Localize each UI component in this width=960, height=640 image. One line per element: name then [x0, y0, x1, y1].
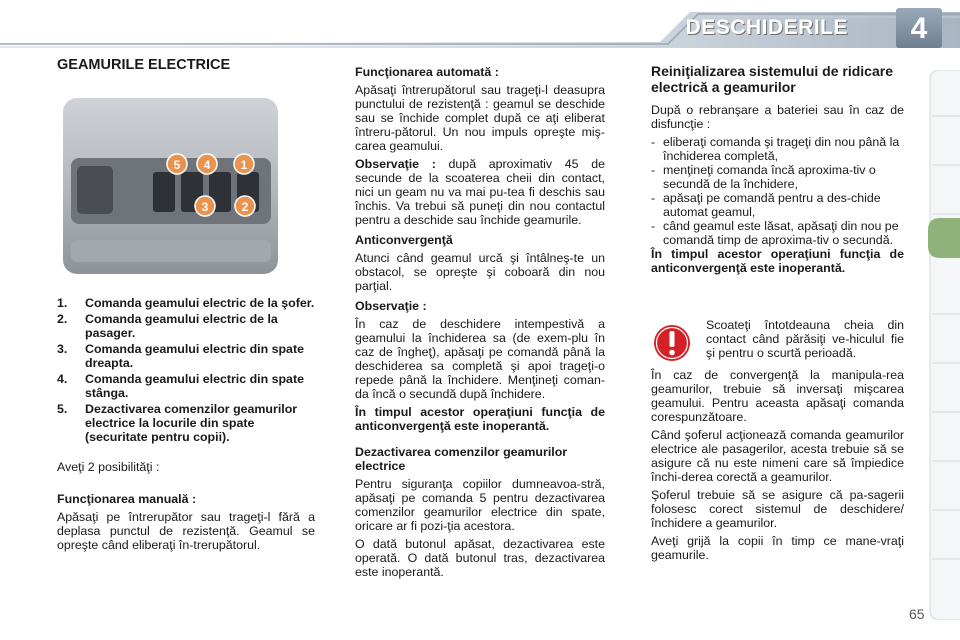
observation-1: Observaţie : după aproximativ 45 de secunde de la scoaterea cheii din contact, nici un geam nu va mai pu-tea fi deschis sau închis. Va trebui să puneţi din nou contactul pentru a deschide sau închide geamurile.	[355, 157, 606, 227]
photo-label: 1	[240, 158, 248, 172]
photo-label: 2	[241, 200, 249, 214]
list-item: 1. Comanda geamului electric de la şofer.	[57, 296, 315, 310]
list-item: - menţineţi comanda încă aproxima-tiv o secundă de la închidere,	[651, 163, 876, 191]
list-item: 2. Comanda geamului electric de la pasager.	[57, 312, 278, 340]
chapter-number: 4	[910, 12, 928, 45]
reset-warning: În timpul acestor operaţiuni funcţia de anticonvergenţă este inoperantă.	[651, 247, 904, 275]
column-right	[651, 63, 904, 566]
observation-2-title: Observaţie :	[355, 299, 427, 313]
warning-box	[651, 318, 904, 368]
list-item: 5. Dezactivarea comenzilor geamurilor electrice la locurile din spate (securitate pentru copii).	[57, 402, 298, 444]
column-middle	[355, 65, 605, 583]
children-care-text: Aveţi grijă la copii în timp ce mane-vraţi geamurile.	[651, 534, 904, 562]
deactivation-text-2: O dată butonul apăsat, dezactivarea este operată. O dată butonul tras, dezactivarea este inoperantă.	[355, 537, 605, 579]
manual-operation-text: Apăsaţi pe întrerupător sau trageţi-l fără a deplasa punctul de rezistenţă. Geamul se opreşte când eliberaţi în-trerupătorul.	[57, 510, 315, 552]
observation-2-text: În caz de deschidere intempestivă a geamului la închiderea sa (de exem-plu în caz de îngheţ), apăsaţi pe comandă până la deschiderea sa completă şi apoi trageţi-o repede până la închidere. Menţineţi coman-da încă o secundă după închidere.	[355, 317, 605, 401]
photo-label: 4	[203, 158, 211, 172]
column-left	[57, 58, 315, 556]
deactivation-text-1: Pentru siguranţa copiilor dumneavoa-stră, apăsaţi pe comanda 5 pentru dezactivarea comenzilor geamurilor electrice din spate, oricare ar fi pozi-ţia acestora.	[355, 477, 605, 533]
auto-operation-text: Apăsaţi întrerupătorul sau trageţi-l deasupra punctului de rezistenţă : geamul se deschide sau se închide complet după ce aţi eliberat întreru-pătorul. Un nou impuls opreşte miş-carea geamului.	[355, 83, 605, 153]
photo-label: 3	[201, 200, 209, 214]
list-item: - când geamul este lăsat, apăsaţi din nou pe comandă timp de aproxima-tiv o secundă.	[651, 219, 899, 247]
anti-pinch-title: Anticonvergenţă	[355, 233, 453, 247]
control-legend-list	[57, 296, 315, 444]
reset-section-title: Reiniţializarea sistemului de ridicare electrică a geamurilor	[651, 63, 893, 95]
section-title-electric-windows: GEAMURILE ELECTRICE	[57, 57, 231, 73]
list-item: 3. Comanda geamului electric din spate dreapta.	[57, 342, 304, 370]
reset-steps	[651, 135, 904, 247]
deactivation-title: Dezactivarea comenzilor geamurilor electrice	[355, 445, 568, 473]
photo-label: 5	[173, 158, 181, 172]
passenger-use-text: Şoferul trebuie să se asigure că pa-sagerii folosesc corect sistemul de deschidere/închidere a geamurilor.	[651, 488, 904, 530]
page-number: 65	[909, 606, 925, 622]
auto-operation-title: Funcţionarea automată :	[355, 65, 499, 79]
manual-operation-title: Funcţionarea manuală :	[57, 492, 197, 506]
chapter-tabs	[926, 70, 960, 620]
observation-2-warning: În timpul acestor operaţiuni funcţia de anticonvergenţă este inoperantă.	[355, 405, 605, 433]
intro-text: Aveţi 2 posibilităţi :	[57, 460, 160, 474]
warning-text: Scoateţi întotdeauna cheia din contact când părăsiţi ve-hiculul fie şi pentru o scurtă perioadă.	[706, 318, 904, 360]
reset-intro: După o rebranşare a bateriei sau în caz de disfuncţie :	[651, 103, 904, 131]
list-item: 4. Comanda geamului electric din spate stânga.	[57, 372, 304, 400]
warning-icon	[653, 324, 691, 362]
list-item: - eliberaţi comanda şi trageţi din nou până la închiderea completă,	[651, 135, 900, 163]
driver-check-text: Când şoferul acţionează comanda geamurilor electrice ale pasagerilor, acesta trebuie să se asigure că nu este nimeni care să împiedice închi-derea corectă a geamurilor.	[651, 428, 904, 484]
anti-pinch-text: Atunci când geamul urcă şi întâlneş-te un obstacol, se opreşte şi coboară din nou parţial.	[355, 251, 605, 293]
convergence-text: În caz de convergenţă la manipula-rea geamurilor, trebuie să inversaţi mişcarea geamului. Pentru aceasta apăsaţi comanda corespunzătoare.	[651, 368, 904, 424]
window-switch-panel-photo	[63, 98, 278, 274]
chapter-title: DESCHIDERILE	[685, 16, 848, 39]
list-item: - apăsaţi pe comandă pentru a des-chide automat geamul,	[651, 191, 881, 219]
